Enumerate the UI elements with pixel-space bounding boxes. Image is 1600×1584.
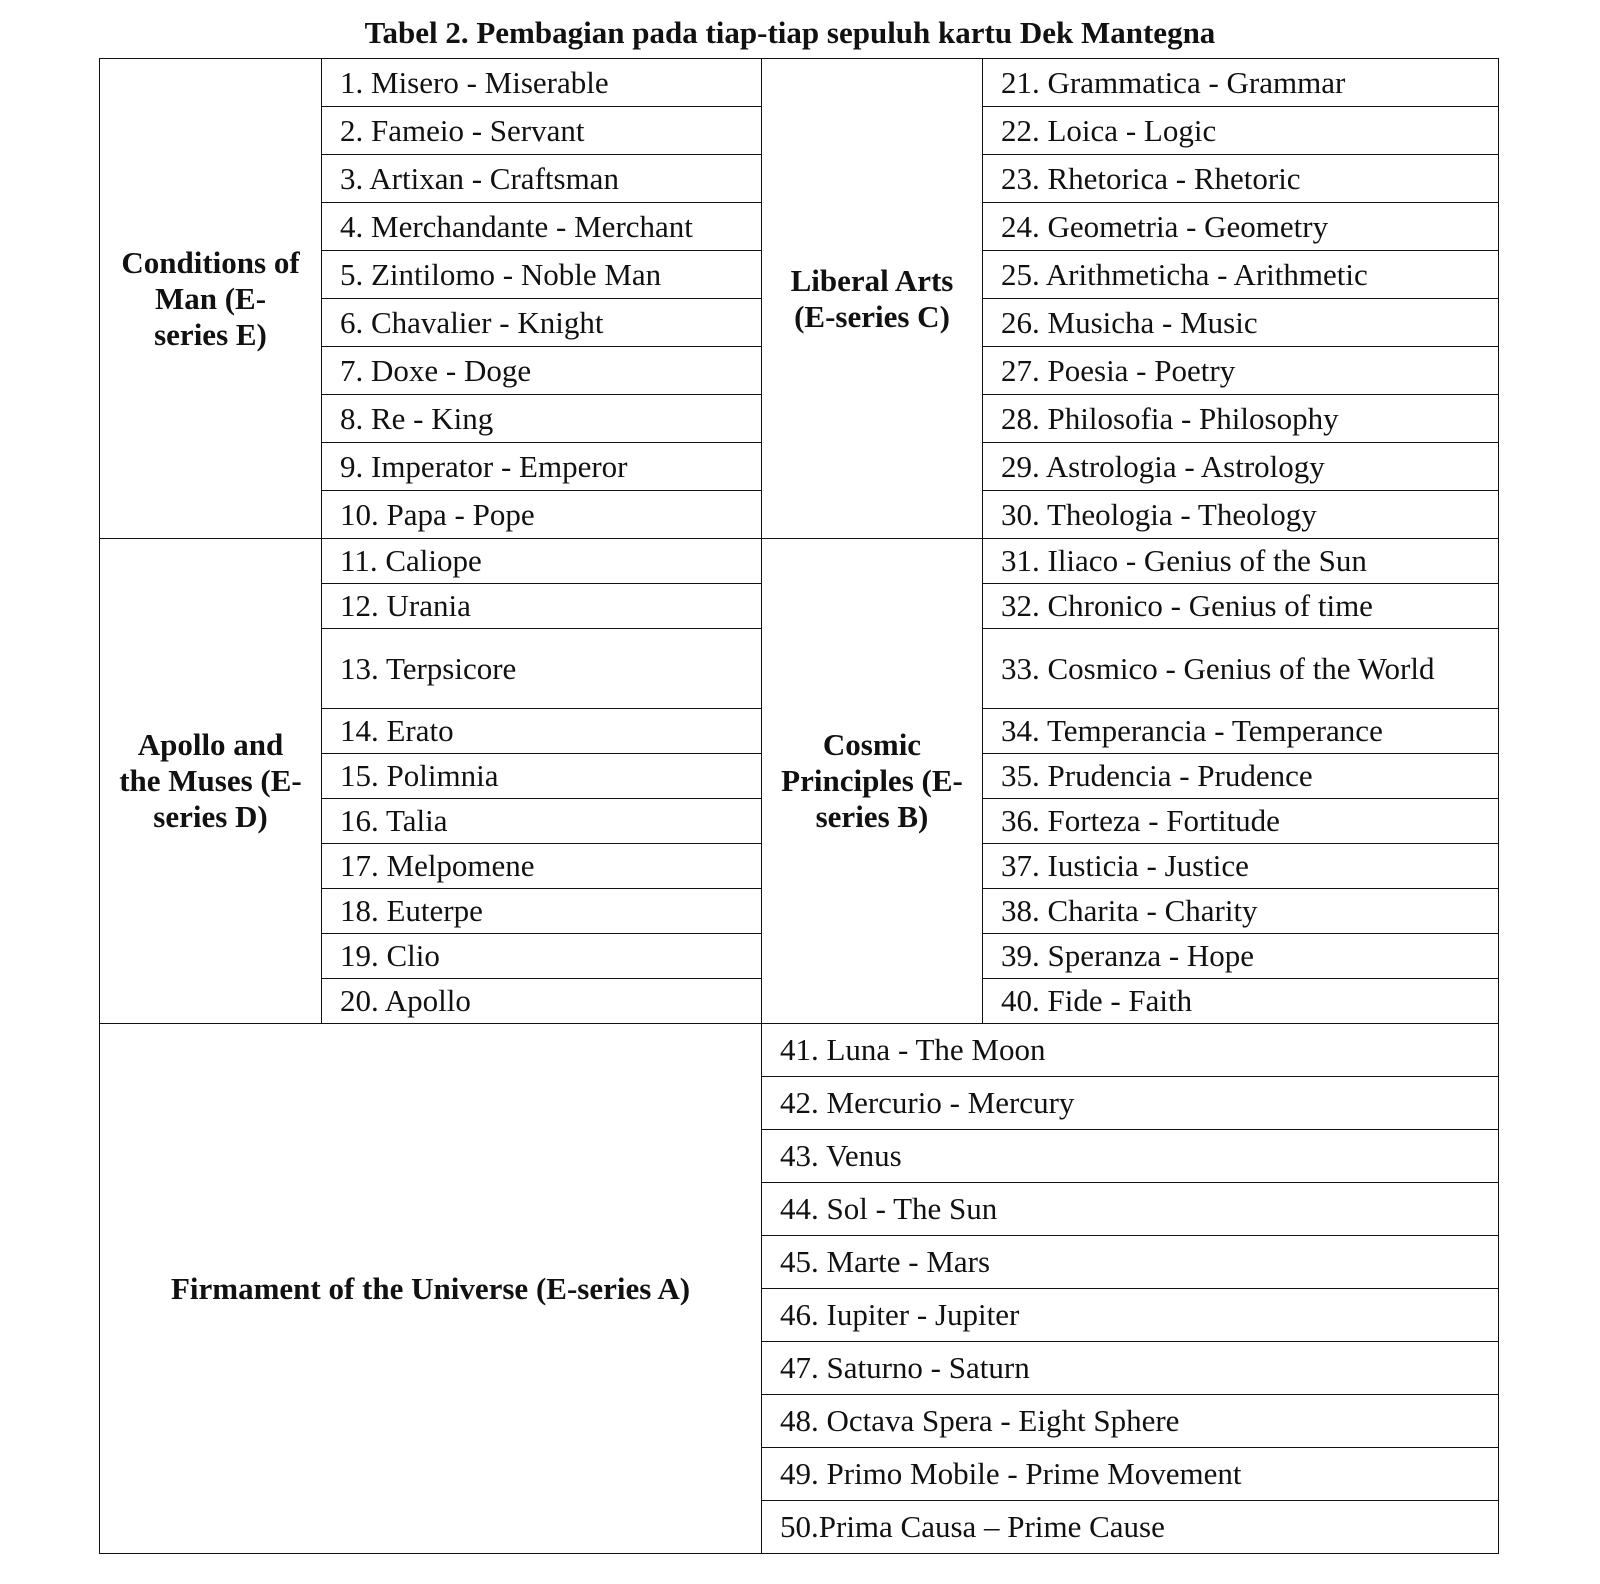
card-cell: 50.Prima Causa – Prime Cause <box>762 1501 1499 1554</box>
table-row <box>100 59 1499 107</box>
card-cell: 12. Urania <box>322 584 762 629</box>
card-cell: 15. Polimnia <box>322 754 762 799</box>
group-label-conditions-of-man: Conditions of Man (E-series E) <box>100 59 322 539</box>
card-cell: 36. Forteza - Fortitude <box>983 799 1499 844</box>
card-cell: 45. Marte - Mars <box>762 1236 1499 1289</box>
group-label-cosmic-principles: Cosmic Principles (E-series B) <box>762 539 983 1024</box>
card-cell: 47. Saturno - Saturn <box>762 1342 1499 1395</box>
card-cell: 34. Temperancia - Temperance <box>983 709 1499 754</box>
group-label-liberal-arts: Liberal Arts (E-series C) <box>762 59 983 539</box>
card-cell: 25. Arithmeticha - Arithmetic <box>983 251 1499 299</box>
card-cell: 3. Artixan - Craftsman <box>322 155 762 203</box>
card-cell: 43. Venus <box>762 1130 1499 1183</box>
card-cell: 21. Grammatica - Grammar <box>983 59 1499 107</box>
card-cell: 18. Euterpe <box>322 889 762 934</box>
card-cell: 46. Iupiter - Jupiter <box>762 1289 1499 1342</box>
card-cell: 48. Octava Spera - Eight Sphere <box>762 1395 1499 1448</box>
card-cell: 37. Iusticia - Justice <box>983 844 1499 889</box>
card-cell: 14. Erato <box>322 709 762 754</box>
card-cell: 41. Luna - The Moon <box>762 1024 1499 1077</box>
card-cell: 29. Astrologia - Astrology <box>983 443 1499 491</box>
table-caption: Tabel 2. Pembagian pada tiap-tiap sepuluh kartu Dek Mantegna <box>364 15 1216 50</box>
card-cell: 23. Rhetorica - Rhetoric <box>983 155 1499 203</box>
card-cell: 10. Papa - Pope <box>322 491 762 539</box>
card-cell: 7. Doxe - Doge <box>322 347 762 395</box>
card-cell: 42. Mercurio - Mercury <box>762 1077 1499 1130</box>
mantegna-deck-table <box>99 58 1499 1554</box>
card-cell: 49. Primo Mobile - Prime Movement <box>762 1448 1499 1501</box>
card-cell: 40. Fide - Faith <box>983 979 1499 1024</box>
card-cell: 24. Geometria - Geometry <box>983 203 1499 251</box>
card-cell: 11. Caliope <box>322 539 762 584</box>
card-cell: 35. Prudencia - Prudence <box>983 754 1499 799</box>
group-label-apollo-and-the-muses: Apollo and the Muses (E-series D) <box>100 539 322 1024</box>
card-cell: 17. Melpomene <box>322 844 762 889</box>
card-cell: 22. Loica - Logic <box>983 107 1499 155</box>
card-cell: 31. Iliaco - Genius of the Sun <box>983 539 1499 584</box>
card-cell: 32. Chronico - Genius of time <box>983 584 1499 629</box>
table-row <box>100 539 1499 584</box>
card-cell: 39. Speranza - Hope <box>983 934 1499 979</box>
card-cell: 13. Terpsicore <box>322 629 762 709</box>
card-cell: 2. Fameio - Servant <box>322 107 762 155</box>
card-cell: 44. Sol - The Sun <box>762 1183 1499 1236</box>
card-cell: 19. Clio <box>322 934 762 979</box>
card-cell: 38. Charita - Charity <box>983 889 1499 934</box>
table-row <box>100 1024 1499 1077</box>
card-cell: 16. Talia <box>322 799 762 844</box>
card-cell: 6. Chavalier - Knight <box>322 299 762 347</box>
card-cell: 33. Cosmico - Genius of the World <box>983 629 1499 709</box>
card-cell: 4. Merchandante - Merchant <box>322 203 762 251</box>
card-cell: 9. Imperator - Emperor <box>322 443 762 491</box>
group-label-firmament-of-the-universe: Firmament of the Universe (E-series A) <box>100 1024 762 1554</box>
card-cell: 5. Zintilomo - Noble Man <box>322 251 762 299</box>
card-cell: 20. Apollo <box>322 979 762 1024</box>
card-cell: 8. Re - King <box>322 395 762 443</box>
card-cell: 26. Musicha - Music <box>983 299 1499 347</box>
card-cell: 28. Philosofia - Philosophy <box>983 395 1499 443</box>
card-cell: 30. Theologia - Theology <box>983 491 1499 539</box>
card-cell: 1. Misero - Miserable <box>322 59 762 107</box>
card-cell: 27. Poesia - Poetry <box>983 347 1499 395</box>
